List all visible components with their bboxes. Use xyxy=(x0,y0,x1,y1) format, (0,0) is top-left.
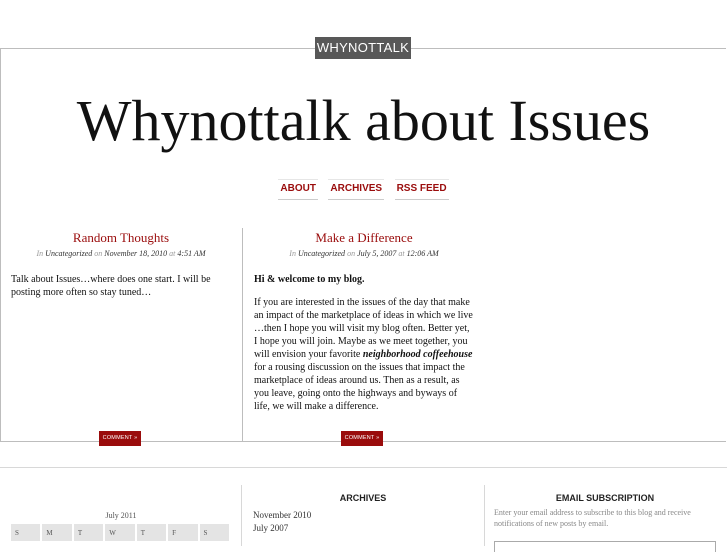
post-title[interactable]: Make a Difference xyxy=(315,230,413,245)
post-body-emphasis: neighborhood coffeehouse xyxy=(362,349,473,360)
post-body-after: for a rousing discussion on the issues that impact the marketplace of ideas around us. Then as a result, as you leave, going onto the highways and byways of life, we will make a difference. xyxy=(254,362,465,412)
calendar-day-header: M xyxy=(42,524,71,541)
comment-button[interactable]: COMMENT » xyxy=(99,431,141,446)
email-subscription-widget xyxy=(494,468,716,546)
post-category-link[interactable]: Uncategorized xyxy=(297,249,346,258)
site-title[interactable]: Whynottalk about Issues xyxy=(76,88,651,153)
footer-divider xyxy=(241,485,242,546)
post-body xyxy=(254,273,474,413)
post-body-text: Talk about Issues…where does one start. I will be posting more often so stay tuned… xyxy=(11,274,211,298)
meta-at: at xyxy=(398,249,405,258)
footer-widgets xyxy=(0,467,727,546)
post-random-thoughts xyxy=(11,230,231,299)
meta-at: at xyxy=(169,249,176,258)
post-body xyxy=(11,273,231,299)
archive-link[interactable]: July 2007 xyxy=(253,523,289,533)
nav-archives-link[interactable]: ARCHIVES xyxy=(328,179,384,200)
post-meta xyxy=(11,249,231,259)
archives-title: ARCHIVES xyxy=(339,493,387,503)
post-meta xyxy=(254,249,474,259)
email-subscription-title: EMAIL SUBSCRIPTION xyxy=(555,493,655,503)
calendar-day-header: S xyxy=(200,524,229,541)
post-body-text xyxy=(254,296,474,413)
post-title[interactable]: Random Thoughts xyxy=(72,230,170,245)
calendar-table xyxy=(9,522,231,543)
post-time: 4:51 AM xyxy=(177,249,206,258)
post-time: 12:06 AM xyxy=(406,249,439,258)
email-subscription-description: Enter your email address to subscribe to this blog and receive notifications of new posts by email. xyxy=(494,508,691,528)
post-date: November 18, 2010 xyxy=(104,249,168,258)
footer-divider xyxy=(484,485,485,546)
meta-in: In xyxy=(36,249,44,258)
post-make-a-difference xyxy=(254,230,474,413)
calendar-day-header: T xyxy=(137,524,166,541)
post-greeting: Hi & welcome to my blog. xyxy=(254,274,365,285)
calendar-day-header: F xyxy=(168,524,197,541)
archives-widget xyxy=(253,468,473,546)
meta-on: on xyxy=(94,249,103,258)
nav-about-link[interactable]: ABOUT xyxy=(278,179,318,200)
calendar-day-header: T xyxy=(74,524,103,541)
main-nav xyxy=(0,178,727,200)
email-input[interactable] xyxy=(494,541,716,552)
post-body-before: If you are interested in the issues of the day that make an impact of the marketplace of ideas in which we live …then I hope you will visit my blog often. Better yet, I hope you will join. Maybe as we meet together, you will envision your favorite xyxy=(254,297,473,360)
calendar-widget xyxy=(11,468,231,546)
post-date: July 5, 2007 xyxy=(357,249,397,258)
site-tag[interactable]: WHYNOTTALK xyxy=(315,37,411,59)
post-column-divider xyxy=(242,228,243,441)
nav-rss-feed-link[interactable]: RSS FEED xyxy=(395,179,449,200)
meta-in: In xyxy=(289,249,296,258)
meta-on: on xyxy=(347,249,356,258)
calendar-day-header: W xyxy=(105,524,134,541)
post-category-link[interactable]: Uncategorized xyxy=(45,249,93,258)
calendar-caption: July 2011 xyxy=(105,511,137,520)
calendar-day-header: S xyxy=(11,524,40,541)
comment-button[interactable]: COMMENT » xyxy=(341,431,383,446)
archive-link[interactable]: November 2010 xyxy=(253,510,312,520)
